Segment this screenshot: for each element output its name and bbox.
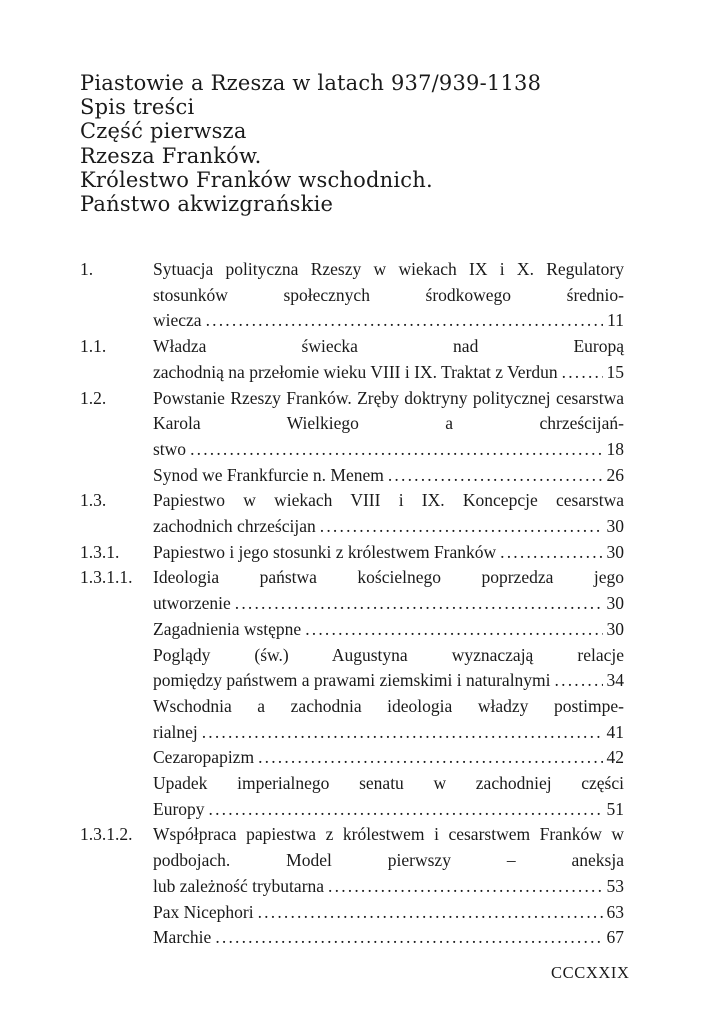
dot-leader [388, 463, 603, 489]
toc-entry-leader-line [153, 925, 624, 951]
toc-entry [80, 643, 624, 694]
dot-leader [190, 437, 602, 463]
toc-entry [80, 771, 624, 822]
dot-leader [305, 617, 602, 643]
toc-entry-page-number: 67 [606, 927, 624, 948]
toc-entry-leader-line [153, 514, 624, 540]
toc-entry-leader-line [153, 591, 624, 617]
toc-entry-page-number: 11 [607, 310, 624, 331]
toc-entry-leader-line [153, 668, 624, 694]
part-title-line-3: Państwo akwizgrańskie [80, 192, 334, 217]
dot-leader [258, 900, 603, 926]
toc-entry-leader-line [153, 308, 624, 334]
toc-entry-body [153, 745, 624, 771]
toc-entry-body [153, 900, 624, 926]
toc-entry-title-end: zachodnich chrześcijan [153, 516, 316, 537]
toc-entry-title: Powstanie Rzeszy Franków. Zręby doktryny politycznej cesarstwa Karola Wielkiego a chrześcijań- [153, 387, 624, 434]
book-title: Piastowie a Rzesza w latach 937/939-1138 [80, 71, 542, 95]
toc-entry-title: Współpraca papiestwa z królestwem i cesarstwem Franków w podbojach. Model pierwszy – aneksja [153, 824, 624, 871]
toc-entry-leader-line [153, 797, 624, 823]
toc-entry-title: Władza świecka nad Europą [153, 336, 624, 357]
toc-entry-page-number: 30 [606, 516, 624, 537]
toc-entry-leader-line [153, 900, 624, 926]
part-heading: Część pierwsza [80, 119, 247, 144]
toc-entry-page-number: 41 [606, 721, 624, 742]
dot-leader [258, 745, 602, 771]
toc-entry-title-end: Marchie [153, 927, 212, 948]
toc-entry-body [153, 822, 624, 899]
toc-entry [80, 694, 624, 745]
toc-entry [80, 488, 624, 539]
toc-entry-number: 1.3.1.1. [80, 567, 133, 588]
toc-entry-number: 1.1. [80, 336, 107, 357]
toc-entry [80, 925, 624, 951]
toc-entry-title-end: Synod we Frankfurcie n. Menem [153, 464, 384, 485]
toc-entry-body [153, 643, 624, 694]
toc-entry-leader-line [153, 745, 624, 771]
toc-entry [80, 822, 624, 899]
toc-entry-body [153, 771, 624, 822]
dot-leader [562, 360, 603, 386]
toc-entry-title-end: utworzenie [153, 593, 231, 614]
toc-entry [80, 463, 624, 489]
toc-entry-body [153, 463, 624, 489]
toc-entry-page-number: 30 [606, 593, 624, 614]
toc-entry-body [153, 617, 624, 643]
toc-entry-title-end: Pax Nicephori [153, 901, 254, 922]
toc-entry-title: Wschodnia a zachodnia ideologia władzy postimpe- [153, 695, 624, 716]
toc-entry-title-end: Papiestwo i jego stosunki z królestwem Franków [153, 541, 497, 562]
page-folio: CCCXXIX [551, 963, 630, 982]
table-of-contents [80, 257, 624, 951]
toc-entry-title: Sytuacja polityczna Rzeszy w wiekach IX i X. Regulatory stosunków społecznych środkowego średnio- [153, 259, 624, 305]
toc-entry-body [153, 257, 624, 334]
toc-entry [80, 257, 624, 334]
toc-entry [80, 900, 624, 926]
toc-entry-body [153, 925, 624, 951]
toc-entry-page-number: 30 [606, 541, 624, 562]
toc-entry-title-end: Europy [153, 798, 205, 819]
toc-entry-title-end: rialnej [153, 721, 198, 742]
toc-entry [80, 386, 624, 463]
toc-entry [80, 565, 624, 616]
toc-entry-page-number: 51 [606, 798, 624, 819]
dot-leader [500, 540, 602, 566]
toc-entry-number: 1.3. [80, 490, 107, 511]
section-heading-contents: Spis treści [80, 95, 195, 120]
part-title-line-2: Królestwo Franków wschodnich. [80, 167, 433, 192]
toc-entry-body [153, 565, 624, 616]
toc-entry-leader-line [153, 437, 624, 463]
toc-entry-page-number: 63 [606, 901, 624, 922]
toc-entry-title-end: pomiędzy państwem a prawami ziemskimi i naturalnymi [153, 670, 551, 691]
dot-leader [555, 668, 603, 694]
toc-entry-leader-line [153, 463, 624, 489]
toc-entry-title: Papiestwo w wiekach VIII i IX. Koncepcje cesarstwa [153, 490, 624, 511]
toc-entry [80, 617, 624, 643]
dot-leader [215, 925, 602, 951]
toc-entry-title-end: wiecza [153, 310, 202, 331]
toc-entry-leader-line [153, 720, 624, 746]
dot-leader [320, 514, 603, 540]
toc-entry [80, 334, 624, 385]
toc-entry-title: Ideologia państwa kościelnego poprzedza jego [153, 567, 624, 588]
toc-entry-leader-line [153, 874, 624, 900]
toc-entry-body [153, 694, 624, 745]
toc-entry-page-number: 34 [606, 670, 624, 691]
toc-entry-page-number: 26 [606, 464, 624, 485]
toc-entry-title-end: lub zależność trybutarna [153, 875, 325, 896]
toc-entry-body [153, 386, 624, 463]
toc-entry [80, 540, 624, 566]
book-title-block [80, 71, 541, 216]
dot-leader [235, 591, 603, 617]
toc-entry-number: 1.3.1.2. [80, 824, 133, 845]
toc-entry-title-end: Zagadnienia wstępne [153, 618, 302, 639]
toc-entry-number: 1.2. [80, 387, 107, 408]
toc-entry-title-end: stwo [153, 438, 187, 459]
toc-entry-page-number: 42 [606, 747, 624, 768]
toc-entry-page-number: 18 [606, 438, 624, 459]
toc-entry-title: Poglądy (św.) Augustyna wyznaczają relacje [153, 644, 624, 665]
toc-entry-body [153, 488, 624, 539]
toc-entry-page-number: 15 [606, 361, 624, 382]
toc-entry-page-number: 53 [606, 875, 624, 896]
toc-entry-title-end: Cezaropapizm [153, 747, 255, 768]
toc-entry-title: Upadek imperialnego senatu w zachodniej części [153, 773, 624, 794]
toc-entry-title-end: zachodnią na przełomie wieku VIII i IX. Traktat z Verdun [153, 361, 558, 382]
toc-entry-leader-line [153, 540, 624, 566]
toc-entry-page-number: 30 [606, 618, 624, 639]
toc-entry-number: 1.3.1. [80, 541, 120, 562]
toc-entry-leader-line [153, 617, 624, 643]
dot-leader [328, 874, 602, 900]
toc-entry-leader-line [153, 360, 624, 386]
part-title-line-1: Rzesza Franków. [80, 143, 262, 168]
dot-leader [209, 797, 603, 823]
toc-entry-number: 1. [80, 259, 94, 279]
toc-entry [80, 745, 624, 771]
dot-leader [206, 308, 604, 334]
dot-leader [202, 720, 603, 746]
toc-entry-body [153, 334, 624, 385]
toc-entry-body [153, 540, 624, 566]
